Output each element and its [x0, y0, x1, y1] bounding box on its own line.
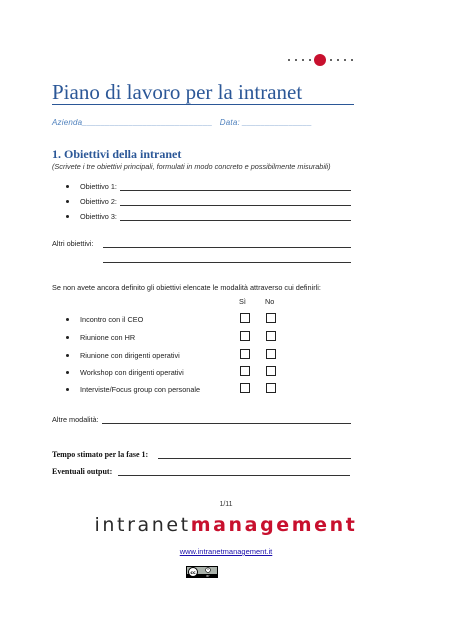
objective-label: Obiettivo 1:	[80, 182, 117, 191]
other-methods-label: Altre modalità:	[52, 415, 99, 424]
section-heading: 1. Obiettivi della intranet	[52, 147, 182, 161]
svg-text:BY: BY	[206, 575, 210, 578]
meta-line	[52, 118, 312, 127]
no-checkbox[interactable]	[266, 383, 276, 393]
no-column-label: No	[265, 297, 275, 306]
method-label: Workshop con dirigenti operativi	[80, 368, 184, 377]
no-checkbox[interactable]	[266, 313, 276, 323]
no-checkbox[interactable]	[266, 349, 276, 359]
decorative-dots	[286, 54, 356, 66]
yes-checkbox[interactable]	[240, 366, 250, 376]
svg-text:cc: cc	[190, 570, 196, 576]
bullet-icon	[66, 354, 69, 357]
method-label: Riunione con dirigenti operativi	[80, 351, 180, 360]
other-objectives-line[interactable]	[103, 262, 351, 263]
time-estimate-line[interactable]	[158, 458, 351, 459]
yes-column-label: Sì	[239, 297, 246, 306]
other-objectives-line[interactable]	[103, 247, 351, 248]
bullet-icon	[66, 371, 69, 374]
method-label: Interviste/Focus group con personale	[80, 385, 201, 394]
objective-input-line[interactable]	[120, 220, 351, 221]
bullet-icon	[66, 185, 69, 188]
bullet-icon	[66, 336, 69, 339]
bullet-icon	[66, 200, 69, 203]
no-checkbox[interactable]	[266, 331, 276, 341]
page-number: 1/11	[219, 501, 233, 508]
other-methods-line[interactable]	[102, 423, 351, 424]
website-link[interactable]: www.intranetmanagement.it	[179, 547, 273, 556]
bullet-icon	[66, 215, 69, 218]
time-estimate-label: Tempo stimato per la fase 1:	[52, 450, 149, 459]
other-objectives-label: Altri obiettivi:	[52, 239, 94, 248]
yes-checkbox[interactable]	[240, 331, 250, 341]
method-label: Riunione con HR	[80, 333, 136, 342]
section-subtitle: (Scrivete i tre obiettivi principali, formulati in modo concreto e possibilmente misurabili)	[52, 162, 331, 171]
methods-intro: Se non avete ancora definito gli obiettivi elencate le modalità attraverso cui definirli:	[52, 283, 321, 292]
yes-checkbox[interactable]	[240, 349, 250, 359]
yes-checkbox[interactable]	[240, 383, 250, 393]
title-rule	[52, 104, 354, 105]
objective-label: Obiettivo 2:	[80, 197, 117, 206]
objective-input-line[interactable]	[120, 205, 351, 206]
output-label: Eventuali output:	[52, 467, 113, 476]
yes-checkbox[interactable]	[240, 313, 250, 323]
date-field-label: Data: _______________	[219, 118, 313, 127]
output-line[interactable]	[118, 475, 350, 476]
logo-part-intranet: intranet	[94, 514, 191, 536]
bullet-icon	[66, 318, 69, 321]
method-label: Incontro con il CEO	[80, 315, 144, 324]
brand-logo	[0, 514, 452, 536]
objective-input-line[interactable]	[120, 190, 351, 191]
company-field-label: Azienda____________________________	[52, 118, 213, 127]
objective-label: Obiettivo 3:	[80, 212, 117, 221]
creative-commons-license-icon	[186, 566, 218, 578]
no-checkbox[interactable]	[266, 366, 276, 376]
page-title: Piano di lavoro per la intranet	[52, 80, 303, 104]
bullet-icon	[66, 388, 69, 391]
logo-part-management: management	[190, 514, 358, 536]
